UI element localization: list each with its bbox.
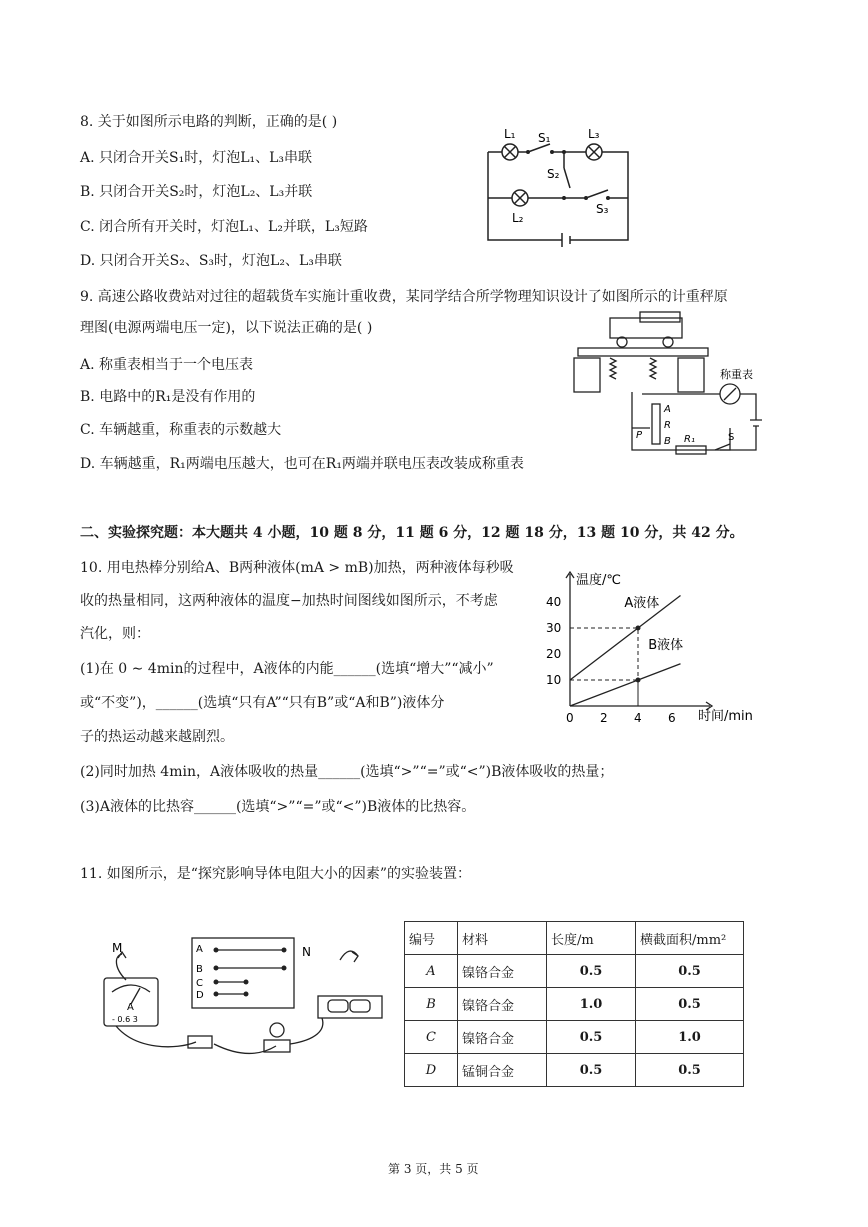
table-header: 长度/m (547, 922, 636, 955)
q8-option-a: A. 只闭合开关S₁时，灯泡L₁、L₃串联 (80, 150, 313, 166)
platform-icon (578, 348, 708, 356)
table-header-row (405, 922, 744, 955)
switch-s2-icon (564, 152, 570, 198)
label-s1: S₁ (538, 131, 551, 145)
y-tick-label: 10 (546, 673, 562, 687)
table-cell: 镍铬合金 (458, 988, 547, 1021)
q8-option-b: B. 只闭合开关S₂时，灯泡L₂、L₃并联 (80, 184, 313, 200)
temperature-time-chart (540, 566, 775, 728)
q9-option-d: D. 车辆越重，R₁两端电压越大，也可在R₁两端并联电压表改装成称重表 (80, 456, 524, 472)
table-cell: 0.5 (547, 1021, 636, 1054)
truck-body-icon (610, 318, 682, 338)
bulb-icon (270, 1023, 284, 1037)
page-footer: 第 3 页，共 5 页 (388, 1162, 479, 1176)
q10-line8: (3)A液体的比热容______(选填“>”“=”或“<”)B液体的比热容。 (80, 799, 476, 815)
table-cell: 0.5 (547, 955, 636, 988)
series-label: A液体 (624, 596, 660, 612)
q9-scale-diagram (570, 310, 770, 470)
q10-line1: 10. 用电热棒分别给A、B两种液体(mA > mB)加热，两种液体每秒吸 (80, 560, 514, 576)
label-m: M (112, 941, 123, 955)
q9-stem-line1: 9. 高速公路收费站对过往的超载货车实施计重收费，某同学结合所学物理知识设计了如图所示的计重秤原 (80, 289, 728, 305)
table-row (405, 988, 744, 1021)
q11-apparatus-diagram (96, 930, 396, 1060)
y-tick-label: 40 (546, 595, 562, 609)
switch-s1-icon (528, 144, 550, 152)
table-cell: 1.0 (547, 988, 636, 1021)
q8-stem: 8. 关于如图所示电路的判断，正确的是( ) (80, 114, 338, 130)
x-tick-label: 6 (668, 711, 676, 725)
table-header: 横截面积/mm² (636, 922, 744, 955)
label-b: B (664, 436, 671, 447)
label-r1: R₁ (684, 434, 695, 445)
rheostat-icon (652, 404, 660, 444)
table-header: 编号 (405, 922, 458, 955)
label-l3: L₃ (588, 127, 600, 141)
x-axis-label: 时间/min (698, 709, 753, 724)
table-cell: 镍铬合金 (458, 1021, 547, 1054)
q10-line3: 汽化，则： (80, 626, 150, 642)
table-cell: 1.0 (636, 1021, 744, 1054)
label-wire-a: A (196, 944, 203, 955)
switch-icon (188, 1036, 212, 1048)
label-wire-c: C (196, 978, 203, 989)
table-cell: 镍铬合金 (458, 955, 547, 988)
series-line (570, 664, 681, 706)
label-weighing-meter: 称重表 (720, 368, 753, 381)
y-axis (566, 572, 574, 706)
conductor-table (404, 921, 744, 1087)
label-l1: L₁ (504, 127, 516, 141)
table-cell: 0.5 (547, 1054, 636, 1087)
q8-circuit-diagram (480, 118, 640, 248)
table-cell: D (405, 1054, 458, 1087)
label-p: P (636, 430, 643, 441)
label-l2: L₂ (512, 211, 524, 225)
q11-stem: 11. 如图所示，是“探究影响导体电阻大小的因素”的实验装置： (80, 866, 472, 882)
q10-line7: (2)同时加热 4min，A液体吸收的热量______(选填“>”“=”或“<”)B液体吸收的热量； (80, 764, 614, 780)
label-s: S (728, 432, 735, 443)
table-cell: 锰铜合金 (458, 1054, 547, 1087)
guide-line (570, 628, 638, 706)
table-cell: A (405, 955, 458, 988)
label-n: N (302, 945, 311, 959)
table-cell: 0.5 (636, 955, 744, 988)
table-row (405, 1054, 744, 1087)
table-cell: C (405, 1021, 458, 1054)
q9-option-a: A. 称重表相当于一个电压表 (80, 357, 254, 373)
y-tick-label: 30 (546, 621, 562, 635)
battery-icon (562, 233, 570, 247)
table-cell: B (405, 988, 458, 1021)
q8-option-d: D. 只闭合开关S₂、S₃时，灯泡L₂、L₃串联 (80, 253, 342, 269)
q8-option-c: C. 闭合所有开关时，灯泡L₁、L₂并联，L₃短路 (80, 219, 368, 235)
q10-line5: 或“不变”)，______(选填“只有A”“只有B”或“A和B”)液体分 (80, 695, 445, 711)
wire-board-icon (192, 938, 294, 1008)
label-a: A (664, 404, 671, 415)
ammeter-label: A (127, 1002, 134, 1013)
x-axis (570, 702, 712, 710)
label-wire-b: B (196, 964, 203, 975)
q10-line4: (1)在 0 ∼ 4min的过程中，A液体的内能______(选填“增大”“减小” (80, 661, 494, 677)
spring-icon (610, 358, 656, 379)
q9-option-c: C. 车辆越重，称重表的示数越大 (80, 422, 282, 438)
q10-line2: 收的热量相同，这两种液体的温度−加热时间图线如图所示，不考虑 (80, 593, 498, 609)
x-tick-label: 0 (566, 711, 574, 725)
table-row (405, 1021, 744, 1054)
q10-line6: 子的热运动越来越剧烈。 (80, 729, 234, 745)
y-axis-label: 温度/℃ (576, 573, 621, 588)
series-label: B液体 (648, 637, 684, 653)
label-r: R (664, 420, 671, 431)
label-s2: S₂ (547, 167, 560, 181)
table-cell: 0.5 (636, 1054, 744, 1087)
label-s3: S₃ (596, 202, 609, 216)
y-tick-label: 20 (546, 647, 562, 661)
section-heading: 二、实验探究题：本大题共 4 小题，10 题 8 分，11 题 6 分，12 题 18 分，13 题 10 分，共 42 分。 (80, 525, 744, 541)
label-wire-d: D (196, 990, 204, 1001)
table-header: 材料 (458, 922, 547, 955)
x-tick-label: 2 (600, 711, 608, 725)
q9-stem-line2: 理图(电源两端电压一定)，以下说法正确的是( ) (80, 320, 373, 336)
table-row (405, 955, 744, 988)
ammeter-scale: - 0.6 3 (112, 1015, 138, 1024)
table-cell: 0.5 (636, 988, 744, 1021)
q9-option-b: B. 电路中的R₁是没有作用的 (80, 389, 256, 405)
x-tick-label: 4 (634, 711, 642, 725)
